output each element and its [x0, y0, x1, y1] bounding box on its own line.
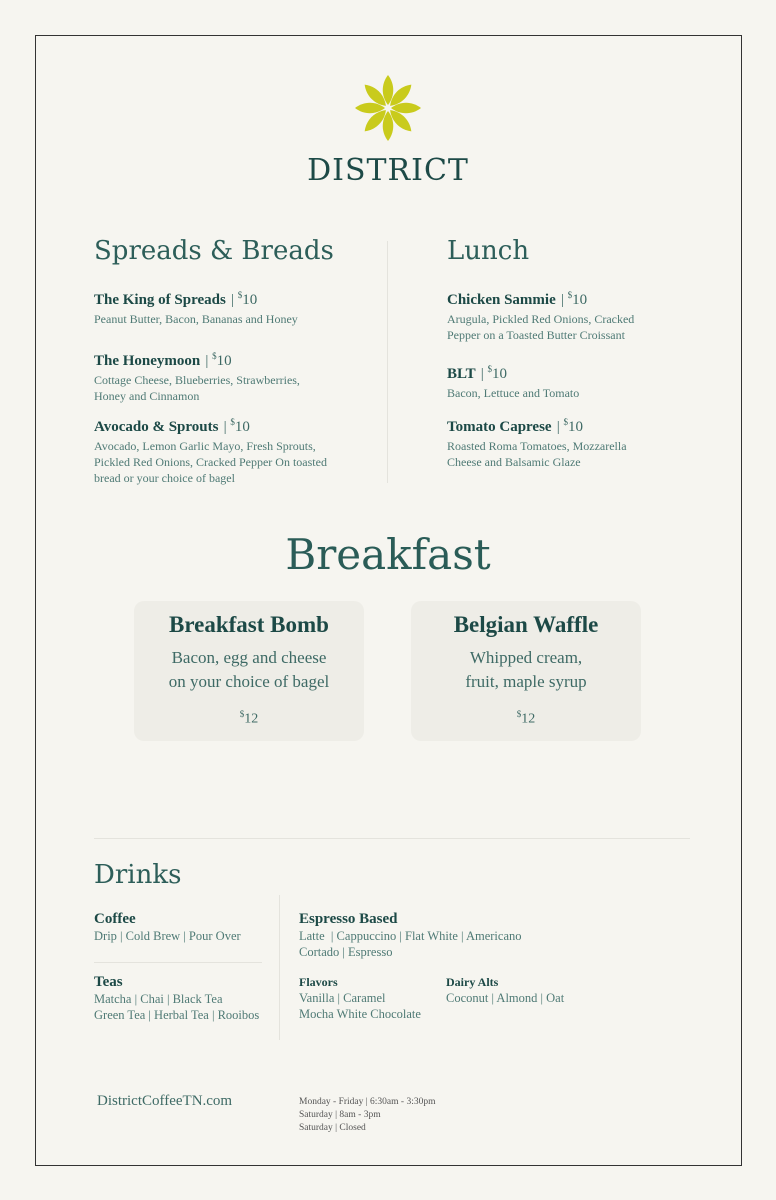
- currency-symbol: $: [567, 290, 573, 300]
- card-description-line: fruit, maple syrup: [465, 672, 587, 691]
- lunch-title: Lunch: [447, 236, 530, 266]
- menu-item: Chicken Sammie | $10 Arugula, Pickled Red Onions, Cracked Pepper on a Toasted Butter Croissant: [447, 289, 652, 343]
- item-price: 10: [572, 292, 588, 308]
- drinks-heading: Espresso Based: [299, 911, 398, 927]
- column-divider: [387, 241, 388, 483]
- drinks-line: Cortado | Espresso: [299, 945, 393, 959]
- card-price: 12: [521, 711, 536, 727]
- item-description: Roasted Roma Tomatoes, Mozzarella Cheese and Balsamic Glaze: [447, 439, 627, 469]
- drinks-subheading: Flavors: [299, 975, 338, 989]
- card-name: Belgian Waffle: [453, 612, 599, 637]
- drinks-divider: [94, 962, 262, 963]
- item-description: Bacon, Lettuce and Tomato: [447, 386, 580, 400]
- card-description-line: Whipped cream,: [469, 648, 583, 667]
- item-description: Avocado, Lemon Garlic Mayo, Fresh Sprouts, Pickled Red Onions, Cracked Pepper On toasted bread or your choice of bagel: [94, 439, 327, 485]
- item-name: The Honeymoon: [94, 353, 201, 369]
- hours-line: Saturday | 8am - 3pm: [299, 1110, 381, 1120]
- breakfast-title: Breakfast: [285, 530, 491, 579]
- item-name: The King of Spreads: [94, 292, 226, 308]
- drinks-coffee: [94, 911, 241, 944]
- drinks-line: Green Tea | Herbal Tea | Rooibos: [94, 1008, 260, 1022]
- hours-line: Saturday | Closed: [299, 1123, 366, 1133]
- website-link[interactable]: DistrictCoffeeTN.com: [97, 1093, 233, 1109]
- drinks-teas: [94, 974, 259, 1023]
- drinks-flavors: [299, 975, 421, 1022]
- item-description: Arugula, Pickled Red Onions, Cracked Pepper on a Toasted Butter Croissant: [447, 312, 635, 342]
- drinks-title: Drinks: [94, 860, 182, 890]
- menu-item: The Honeymoon | $10 Cottage Cheese, Blueberries, Strawberries, Honey and Cinnamon: [94, 350, 334, 404]
- item-description: Peanut Butter, Bacon, Bananas and Honey: [94, 312, 298, 326]
- card-price: 12: [244, 711, 259, 727]
- flower-logo: [353, 73, 423, 143]
- currency-symbol: $: [563, 417, 568, 427]
- menu-item: The King of Spreads | $10 Peanut Butter, Bacon, Bananas and Honey: [94, 289, 354, 327]
- drinks-heading: Teas: [94, 974, 123, 990]
- hours-line: Monday - Friday | 6:30am - 3:30pm: [299, 1097, 436, 1107]
- drinks-line: Latte | Cappuccino | Flat White | Americano: [299, 929, 522, 943]
- currency-symbol: $: [212, 351, 217, 361]
- breakfast-card: [134, 601, 364, 741]
- card-name: Breakfast Bomb: [169, 612, 329, 637]
- card-description-line: on your choice of bagel: [168, 672, 330, 691]
- drinks-column-divider: [279, 895, 280, 1040]
- currency-symbol: $: [487, 364, 492, 374]
- item-name: BLT: [447, 366, 476, 382]
- drinks-line: Vanilla | Caramel: [299, 991, 386, 1005]
- item-description: Cottage Cheese, Blueberries, Strawberries, Honey and Cinnamon: [94, 373, 300, 403]
- brand-name: DISTRICT: [307, 153, 469, 188]
- item-price: 10: [567, 419, 583, 435]
- currency-symbol: $: [516, 709, 522, 719]
- drinks-dairy: [446, 975, 564, 1006]
- drinks-line: Matcha | Chai | Black Tea: [94, 992, 223, 1006]
- item-price: 10: [216, 353, 232, 369]
- item-price: 10: [234, 419, 250, 435]
- drinks-line: Coconut | Almond | Oat: [446, 991, 565, 1005]
- menu-item: Avocado & Sprouts | $10 Avocado, Lemon Garlic Mayo, Fresh Sprouts, Pickled Red Onions, Cracked Pepper On toasted bread or your choice of bagel: [94, 416, 349, 486]
- menu-item: Tomato Caprese | $10 Roasted Roma Tomatoes, Mozzarella Cheese and Balsamic Glaze: [447, 416, 647, 470]
- spreads-title: Spreads & Breads: [94, 236, 334, 266]
- item-price: 10: [492, 366, 507, 382]
- menu-item: BLT | $10 Bacon, Lettuce and Tomato: [447, 363, 707, 401]
- currency-symbol: $: [237, 290, 243, 300]
- drinks-line: Mocha White Chocolate: [299, 1007, 421, 1021]
- item-name: Tomato Caprese: [447, 419, 552, 435]
- currency-symbol: $: [239, 709, 245, 719]
- item-price: 10: [242, 292, 258, 308]
- card-description-line: Bacon, egg and cheese: [171, 648, 327, 667]
- opening-hours: [299, 1096, 435, 1135]
- drinks-subheading: Dairy Alts: [446, 975, 499, 989]
- breakfast-card: [411, 601, 641, 741]
- drinks-heading: Coffee: [94, 911, 136, 927]
- currency-symbol: $: [230, 417, 235, 427]
- section-divider: [94, 838, 690, 839]
- item-name: Avocado & Sprouts: [94, 419, 219, 435]
- drinks-line: Drip | Cold Brew | Pour Over: [94, 929, 241, 943]
- item-name: Chicken Sammie: [447, 292, 556, 308]
- drinks-espresso: [299, 911, 522, 960]
